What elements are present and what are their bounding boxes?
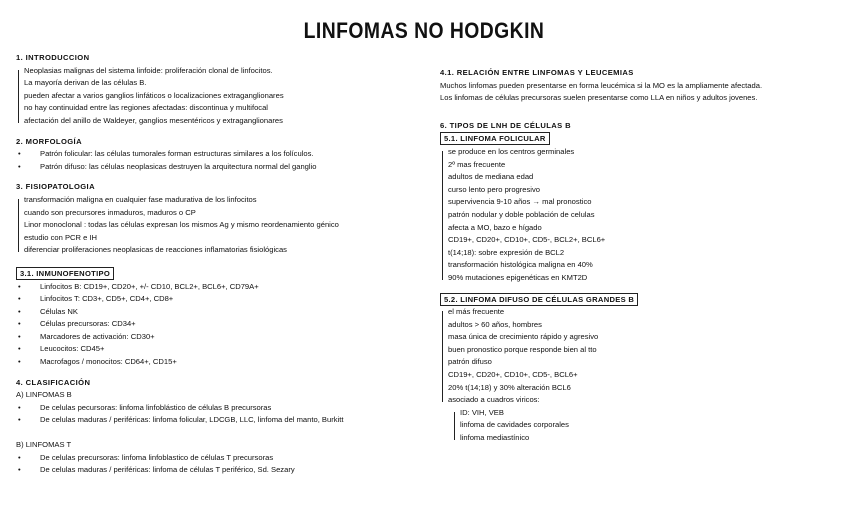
linfomas-t-heading: B) LINFOMAS T	[16, 440, 72, 450]
list-item: transformación maligna en cualquier fase madurativa de los linfocitos	[24, 194, 257, 204]
list-item: La mayoría derivan de las células B.	[24, 78, 147, 88]
list-item: afectación del anillo de Waldeyer, ganglios mesentéricos y extraganglionares	[24, 115, 283, 125]
folicular-list	[440, 146, 840, 285]
list-item: el más frecuente	[448, 307, 505, 317]
list-item: • Leucocitos: CD45+	[16, 343, 436, 356]
list-item: asociado a cuadros viricos:	[448, 395, 540, 405]
right-column	[440, 67, 840, 445]
list-item: Linor monoclonal : todas las células expresan los mismos Ag y mismo reordenamiento génico	[24, 220, 339, 230]
list-item: masa única de crecimiento rápido y agresivo	[448, 332, 599, 342]
list-item: estudio con PCR e IH	[24, 232, 98, 242]
section-intro-heading: 1. INTRODUCCION	[16, 53, 90, 62]
list-item: adultos de mediana edad	[448, 172, 534, 182]
viricos-sublist-wrap	[440, 407, 840, 445]
list-item: transformación histológica maligna en 40%	[448, 260, 593, 270]
list-item: patrón difuso	[448, 357, 492, 367]
section-inmunofenotipo-heading: 3.1. INMUNOFENOTIPO	[16, 267, 114, 280]
list-item: • Patrón difuso: las células neoplasicas destruyen la arquitectura normal del ganglio	[16, 161, 436, 174]
list-item: linfoma mediastínico	[460, 433, 530, 443]
list-item: • De celulas maduras / periféricas: linfoma de células T periférico, Sd. Sezary	[16, 464, 436, 477]
list-item: patrón nodular y doble población de celulas	[448, 209, 595, 219]
list-item: curso lento pero progresivo	[448, 184, 541, 194]
left-column	[16, 52, 436, 477]
list-item: • De celulas pecursoras: linfoma linfoblástico de células B precursoras	[16, 402, 436, 415]
list-item: 90% mutaciones epigenéticas en KMT2D	[448, 272, 588, 282]
list-item: pueden afectar a varios ganglios linfáticos o localizaciones extraganglionares	[24, 90, 284, 100]
section-tipos-heading: 6. TIPOS DE LNH DE CÉLULAS B	[440, 120, 572, 130]
list-item: linfoma de cavidades corporales	[460, 420, 569, 430]
paragraph-line: Los linfomas de células precursoras suelen presentarse como LLA en niños y adultos jovenes.	[440, 93, 758, 103]
list-item: • Marcadores de activación: CD30+	[16, 331, 436, 344]
list-item: CD19+, CD20+, CD10+, CD5-, BCL2+, BCL6+	[448, 235, 606, 245]
list-item: • Macrofagos / monocitos: CD64+, CD15+	[16, 356, 436, 369]
list-item: cuando son precursores inmaduros, maduros o CP	[24, 207, 196, 217]
list-item: • De celulas maduras / periféricas: linfoma folicular, LDCGB, LLC, linfoma del manto, Burkitt	[16, 414, 436, 427]
paragraph-line: Muchos linfomas pueden presentarse en forma leucémica si la MO es la ampliamente afectada.	[440, 80, 763, 90]
list-item: se produce en los centros germinales	[448, 146, 575, 156]
viricos-sublist	[452, 407, 840, 445]
section-morfologia-heading: 2. MORFOLOGÍA	[16, 136, 82, 146]
section-clasificacion-heading: 4. CLASIFICACIÓN	[16, 377, 91, 387]
list-item: • De celulas precursoras: linfoma linfoblastico de células T precursoras	[16, 452, 436, 465]
list-item: • Células precursoras: CD34+	[16, 318, 436, 331]
list-item: CD19+, CD20+, CD10+, CD5-, BCL6+	[448, 370, 578, 380]
section-relacion-heading: 4.1. RELACIÓN ENTRE LINFOMAS Y LEUCEMIAS	[440, 68, 634, 77]
fisiopatologia-list	[16, 194, 436, 257]
list-item: 2º mas frecuente	[448, 159, 506, 169]
section-fisiopatologia-heading: 3. FISIOPATOLOGIA	[16, 182, 95, 192]
list-item: • Linfocitos T: CD3+, CD5+, CD4+, CD8+	[16, 293, 436, 306]
list-item: supervivencia 9-10 años → mal pronostico	[448, 197, 592, 207]
list-item: afecta a MO, bazo e hígado	[448, 222, 542, 232]
linfoma-difuso-heading: 5.2. LINFOMA DIFUSO DE CÉLULAS GRANDES B	[440, 293, 638, 306]
list-item: no hay continuidad entre las regiones afectadas: discontinua y multifocal	[24, 103, 268, 113]
list-item: adultos > 60 años, hombres	[448, 319, 542, 329]
linfoma-folicular-heading: 5.1. LINFOMA FOLICULAR	[440, 132, 550, 145]
difuso-list	[440, 306, 840, 407]
linfomas-b-heading: A) LINFOMAS B	[16, 390, 72, 400]
list-item: Neoplasias malignas del sistema linfoide: proliferación clonal de linfocitos.	[24, 65, 273, 75]
page-title: LINFOMAS NO HODGKIN	[303, 18, 545, 43]
list-item: t(14;18): sobre expresión de BCL2	[448, 247, 565, 257]
list-item: • Linfocitos B: CD19+, CD20+, +/- CD10, BCL2+, BCL6+, CD79A+	[16, 281, 436, 294]
list-item: • Patrón folicular: las células tumorales forman estructuras similares a los folículos.	[16, 148, 436, 161]
list-item: • Células NK	[16, 306, 436, 319]
list-item: buen pronostico porque responde bien al tto	[448, 344, 597, 354]
list-item: diferenciar proliferaciones neoplasicas de reacciones inflamatorias fisiológicas	[24, 245, 287, 255]
list-item: ID: VIH, VEB	[460, 407, 504, 417]
list-item: 20% t(14;18) y 30% alteración BCL6	[448, 382, 571, 392]
intro-list	[16, 65, 436, 128]
